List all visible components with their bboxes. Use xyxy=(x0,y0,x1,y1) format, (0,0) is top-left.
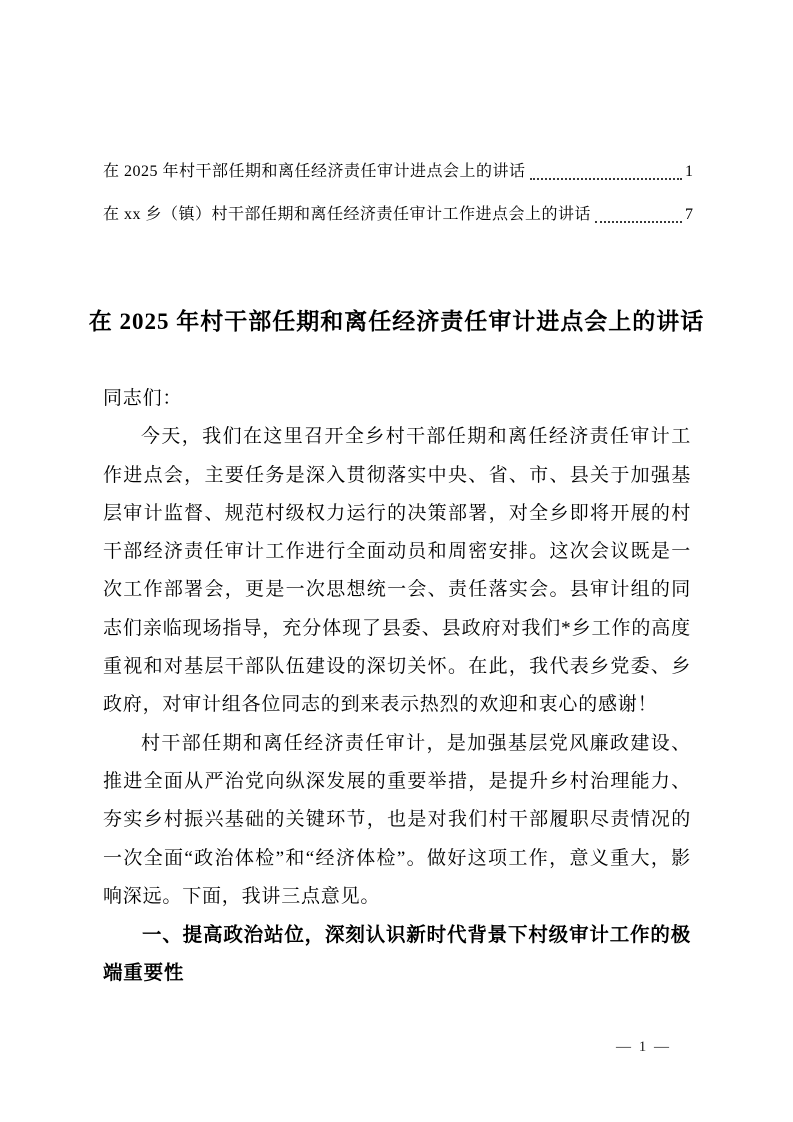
greeting-line: 同志们： xyxy=(103,388,183,409)
toc-entry-title: 在 xx 乡（镇）村干部任期和离任经济责任审计工作进点会上的讲话 xyxy=(103,206,592,223)
body-paragraph-2: 村干部任期和离任经济责任审计，是加强基层党风廉政建设、推进全面从严治党向纵深发展的重要举措，是提升乡村治理能力、夯实乡村振兴基础的关键环节，也是对我们村干部履职尽责情况的一次全面“政治体检”和“经济体检”。做好这项工作，意义重大，影响深远。下面，我讲三点意见。 xyxy=(103,732,691,907)
footer-page-number: — 1 — xyxy=(616,1039,671,1055)
toc-page-number: 1 xyxy=(685,163,693,180)
document-title: 在 2025 年村干部任期和离任经济责任审计进点会上的讲话 xyxy=(88,309,705,335)
toc-dot-leader xyxy=(530,178,682,180)
body-paragraph-1: 今天，我们在这里召开全乡村干部任期和离任经济责任审计工作进点会，主要任务是深入贯彻落实中央、省、市、县关于加强基层审计监督、规范村级权力运行的决策部署，对全乡即将开展的村干部经济责任审计工作进行全面动员和周密安排。这次会议既是一次工作部署会，更是一次思想统一会、责任落实会。县审计组的同志们亲临现场指导，充分体现了县委、县政府对我们*乡工作的高度重视和对基层干部队伍建设的深切关怀。在此，我代表乡党委、乡政府，对审计组各位同志的到来表示热烈的欢迎和衷心的感谢！ xyxy=(103,426,691,716)
document-body xyxy=(103,380,691,993)
toc-entry-1[interactable] xyxy=(103,150,693,193)
toc-entry-2[interactable] xyxy=(103,193,693,236)
toc-dot-leader xyxy=(595,221,682,223)
section-heading-1: 一、提高政治站位，深刻认识新时代背景下村级审计工作的极端重要性 xyxy=(103,924,691,985)
toc-entry-title: 在 2025 年村干部任期和离任经济责任审计进点会上的讲话 xyxy=(103,163,526,180)
toc-page-number: 7 xyxy=(685,206,693,223)
table-of-contents xyxy=(103,150,693,236)
